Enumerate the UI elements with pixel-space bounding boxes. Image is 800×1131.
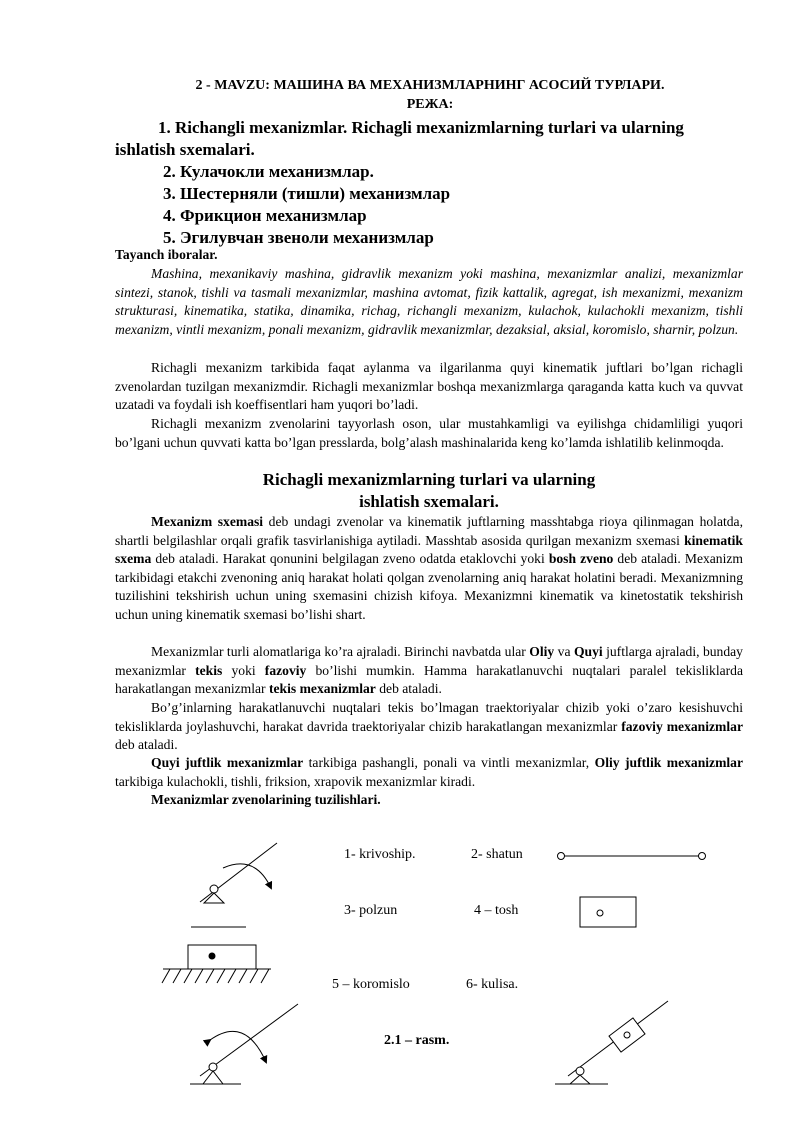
text-run: tarkibiga pashangli, ponali va vintli mexanizmlar, <box>303 755 595 770</box>
intro-paragraph-2: Richagli mexanizm zvenolarini tayyorlash oson, ular mustahkamligi va eyilishga chidamliligi yuqori bo’lgani uchun quvvati katta bo’lgan presslarda, bolg’alash mashinalarida keng ko’lamda ishlatilib kelinmoqda. <box>115 416 743 450</box>
plan-item-3: 3. Шестерняли (тишли) механизмлар <box>163 184 451 203</box>
plan-item-2: 2. Кулачокли механизмлар. <box>163 162 374 181</box>
term-tekis-mexanizmlar: tekis mexanizmlar <box>269 681 376 697</box>
term-fazoviy-mexanizmlar: fazoviy mexanizmlar <box>621 718 743 734</box>
text-run: deb undagi zvenolar va kinematik juftlarning masshtabga rioya qilinmagan holatda, shartli belgilashlar orqali grafik tasvirlanishiga aytiladi. Masshtab asosida qurilgan mexanizm sxemasi <box>115 514 743 548</box>
text-run: Mexanizmlar turli alomatlariga ko’ra ajraladi. Birinchi navbatda ular <box>151 644 530 659</box>
term-kinematik-sxema: kinematik sxema <box>115 532 743 567</box>
plan-item-4: 4. Фрикцион механизмлар <box>163 206 367 225</box>
shatun-symbol <box>558 853 706 860</box>
plan-item-1-line2: ishlatish sxemalari. <box>115 140 255 159</box>
term-bosh-zveno: bosh zveno <box>548 551 614 567</box>
keywords-heading: Tayanch iboralar. <box>115 247 218 262</box>
kulisa-symbol <box>555 1001 668 1084</box>
text-run: bo’lishi mumkin. Hamma harakatlanuvchi nuqtalari paralel tekisliklarda harakatlangan mexanizmlar <box>115 662 743 697</box>
page-title: 2 - MAVZU: МАШИНА ВА МЕХАНИЗМЛАРНИНГ АСОСИЙ ТУРЛАРИ. <box>195 78 665 93</box>
text-run: deb ataladi. Harakat qonunini belgilagan zveno odatda etaklovchi yoki <box>151 551 549 567</box>
figure-label-4: 4 – tosh <box>474 903 519 918</box>
plan-heading: РЕЖА: <box>406 97 454 112</box>
text-run: tarkibiga kulachokli, tishli, friksion, xrapovik mexanizmlar kiradi. <box>115 773 476 789</box>
figure-caption: 2.1 – rasm. <box>384 1033 450 1048</box>
keywords-text: Mashina, mexanikaviy mashina, gidravlik mexanizm yoki mashina, mexanizmlar analizi, mexanizmlar sintezi, stanok, tishli va tasmali mexanizmlar, mashina avtomat, fizik kattalik, agregat, ish mexanizmi, mexanizm strukturasi, kinematika, statika, dinamika, richag, richangli mexanizm, kulachok, kulachokli mexanizm, tishli mexanizm, vintli mexanizm, ponali mexanizm, gidravlik mexanizmlar, dezaksial, aksial, koromislo, sharnir, polzun. <box>115 266 743 337</box>
figure-label-2: 2- shatun <box>471 847 523 862</box>
term-oliy: Oliy <box>529 644 555 659</box>
plan-item-5: 5. Эгилувчан звеноли механизмлар <box>163 228 434 247</box>
section-heading-line2: ishlatish sxemalari. <box>359 492 499 511</box>
term-fazoviy: fazoviy <box>264 662 307 678</box>
term-mexanizm-sxemasi: Mexanizm sxemasi <box>151 514 264 529</box>
term-quyi-juftlik: Quyi juftlik mexanizmlar <box>151 755 304 770</box>
intro-paragraph-1: Richagli mexanizm tarkibida faqat aylanma va ilgarilanma quyi kinematik juftlari bo’lgan richagli zvenolardan tuzilgan mexanizmdir. Richagli mexanizmlar boshqa mexanizmlarga qaraganda katta kuch va quvvat uzatadi va foydali ish koeffisentlari ham yuqori bo’ladi. <box>115 360 743 413</box>
text-run: Bo’g’inlarning harakatlanuvchi nuqtalari tekis bo’lmagan traektoriyalar chizib yoki o’zaro kesishuvchi tekisliklarda joylashuvchi, harakat davrida traektoriyalar chizib harakatlangan mexanizmlar <box>115 700 743 734</box>
term-oliy-juftlik: Oliy juftlik mexanizmlar <box>594 755 744 770</box>
krivoship-symbol <box>191 843 277 927</box>
section-heading-line1: Richagli mexanizmlarning turlari va ularning <box>262 470 596 489</box>
text-run: va <box>554 644 574 659</box>
polzun-symbol <box>162 945 271 983</box>
text-run: juftlarga ajraladi, bunday mexanizmlar <box>115 644 743 678</box>
figure-label-1: 1- krivoship. <box>344 847 416 862</box>
term-quyi: Quyi <box>573 644 603 659</box>
text-run: deb ataladi. Mexanizm tarkibidagi etakchi zvenoning aniq harakat holati qolgan zvenolarning aniq harakat holatini beradi. Mexanizmning tuzilishini tekshirish uchun uning sxemasini chizish kifoya. Mexanizmni kinematik va kinetostatik tekshirish uchun uning kinematik sxemasi bo’lishi shart. <box>115 551 743 622</box>
figure-label-6: 6- kulisa. <box>466 977 519 992</box>
text-run: yoki <box>222 662 265 678</box>
koromislo-symbol <box>190 1004 298 1084</box>
text-run: deb ataladi. <box>115 737 178 753</box>
term-tekis: tekis <box>195 662 223 678</box>
plan-item-1-part-b: . Richagli mexanizmlarning turlari va ularning <box>342 118 684 137</box>
plan-item-1-number: 1. <box>158 118 171 137</box>
section-paragraph-5: Mexanizmlar zvenolarining tuzilishlari. <box>151 792 381 807</box>
text-run: deb ataladi. <box>375 681 442 697</box>
figure-label-3: 3- polzun <box>344 903 398 918</box>
plan-item-1-part-a: Richangli mexanizmlar <box>175 118 343 137</box>
figure-label-5: 5 – koromislo <box>332 977 410 992</box>
tosh-symbol <box>580 897 636 927</box>
